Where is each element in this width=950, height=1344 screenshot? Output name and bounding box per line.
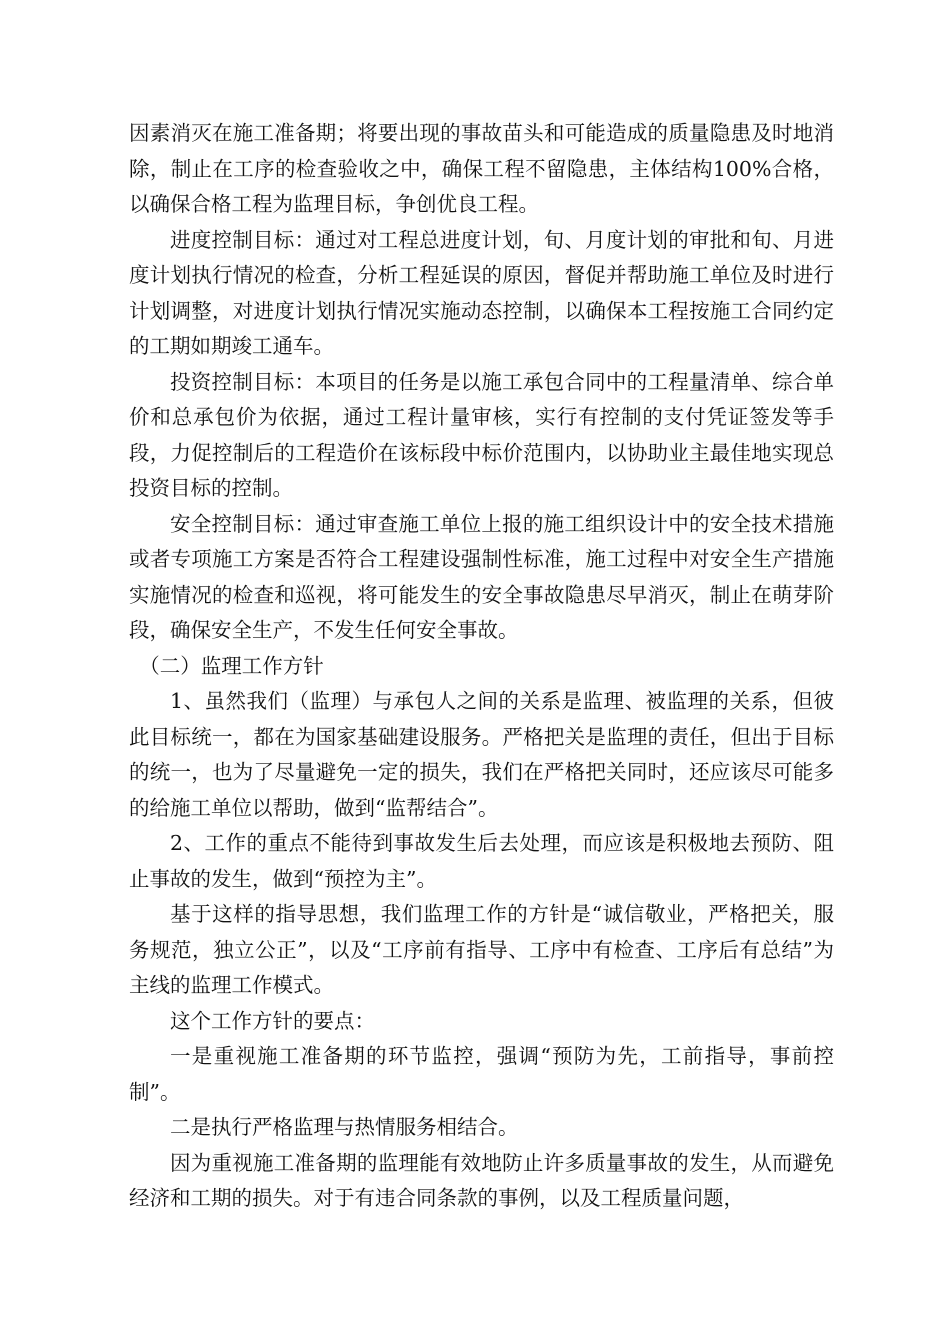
paragraph-preparation-importance: 因为重视施工准备期的监理能有效地防止许多质量事故的发生，从而避免经济和工期的损失。对于有违合同条款的事例，以及工程质量问题，	[129, 1150, 834, 1210]
document-body	[129, 116, 834, 1217]
paragraph-safety-control-target: 安全控制目标：通过审查施工单位上报的施工组织设计中的安全技术措施或者专项施工方案是否符合工程建设强制性标准，施工过程中对安全生产措施实施情况的检查和巡视，将可能发生的安全事故隐患尽早消灭，制止在萌芽阶段，确保安全生产，不发生任何安全事故。	[129, 511, 834, 642]
section-heading-work-policy: （二）监理工作方针	[139, 653, 324, 678]
paragraph-key-points-intro: 这个工作方针的要点：	[170, 1008, 375, 1033]
paragraph-key-point-two: 二是执行严格监理与热情服务相结合。	[170, 1115, 519, 1139]
paragraph-schedule-control-target: 进度控制目标：通过对工程总进度计划，旬、月度计划的审批和旬、月进度计划执行情况的检查，分析工程延误的原因，督促并帮助施工单位及时进行计划调整，对进度计划执行情况实施动态控制，以确保本工程按施工合同约定的工期如期竣工通车。	[129, 227, 834, 358]
paragraph-policy-point-1: 1、虽然我们（监理）与承包人之间的关系是监理、被监理的关系，但彼此目标统一，都在为国家基础建设服务。严格把关是监理的责任，但出于目标的统一，也为了尽量避免一定的损失，我们在严格把关同时，还应该尽可能多的给施工单位以帮助，做到“监帮结合”。	[129, 689, 834, 820]
paragraph-guiding-thought: 基于这样的指导思想，我们监理工作的方针是“诚信敬业，严格把关，服务规范，独立公正”，以及“工序前有指导、工序中有检查、工序后有总结”为主线的监理工作模式。	[129, 902, 834, 997]
paragraph-quality-target-continued: 因素消灭在施工准备期；将要出现的事故苗头和可能造成的质量隐患及时地消除，制止在工序的检查验收之中，确保工程不留隐患，主体结构100%合格，以确保合格工程为监理目标，争创优良工程。	[129, 121, 834, 216]
paragraph-key-point-one: 一是重视施工准备期的环节监控，强调“预防为先，工前指导，事前控制”。	[129, 1044, 834, 1104]
paragraph-policy-point-2: 2、工作的重点不能待到事故发生后去处理，而应该是积极地去预防、阻止事故的发生，做到“预控为主”。	[129, 831, 834, 891]
paragraph-investment-control-target: 投资控制目标：本项目的任务是以施工承包合同中的工程量清单、综合单价和总承包价为依据，通过工程计量审核，实行有控制的支付凭证签发等手段，力促控制后的工程造价在该标段中标价范围内，以协助业主最佳地实现总投资目标的控制。	[129, 369, 834, 500]
